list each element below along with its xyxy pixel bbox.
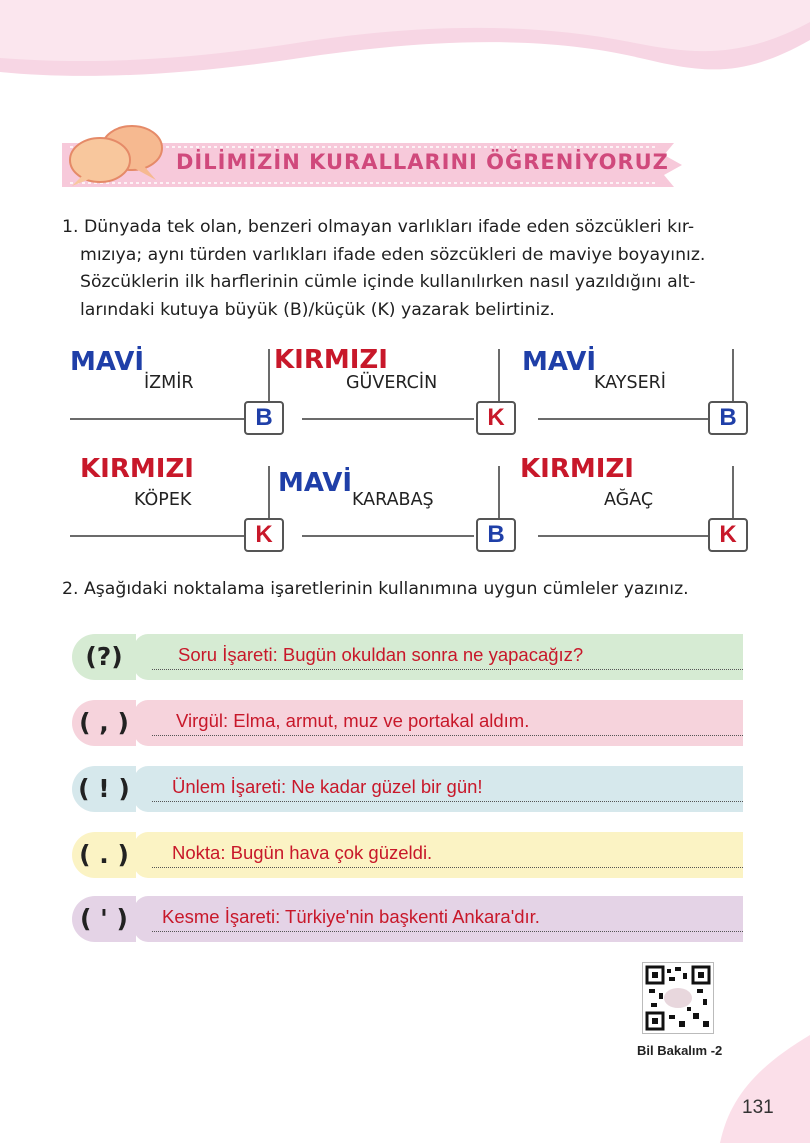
color-label: KIRMIZI bbox=[274, 345, 388, 375]
page-title: DİLİMİZİN KURALLARINI ÖĞRENİYORUZ bbox=[176, 150, 669, 174]
question-2-text: 2. Aşağıdaki noktalama işaretlerinin kullanımına uygun cümleler yazınız. bbox=[62, 579, 689, 599]
cell-line bbox=[70, 535, 244, 537]
cell-line bbox=[302, 535, 474, 537]
answer-text[interactable]: Virgül: Elma, armut, muz ve portakal aldım. bbox=[176, 710, 530, 731]
answer-box[interactable]: B bbox=[244, 401, 284, 435]
color-label: MAVİ bbox=[70, 347, 145, 377]
word-cell bbox=[520, 454, 754, 562]
color-label: MAVİ bbox=[278, 468, 353, 498]
answer-box[interactable]: K bbox=[476, 401, 516, 435]
word-cell bbox=[66, 454, 294, 562]
color-label: KIRMIZI bbox=[80, 454, 194, 484]
answer-text[interactable]: Ünlem İşareti: Ne kadar güzel bir gün! bbox=[172, 776, 483, 797]
question-1-line: 1. Dünyada tek olan, benzeri olmayan varlıkları ifade eden sözcükleri kır- bbox=[62, 217, 695, 237]
answer-box[interactable]: B bbox=[708, 401, 748, 435]
answer-box[interactable]: K bbox=[244, 518, 284, 552]
answer-text[interactable]: Soru İşareti: Bugün okuldan sonra ne yapacağız? bbox=[178, 644, 584, 665]
answer-text[interactable]: Kesme İşareti: Türkiye'nin başkenti Ankara'dır. bbox=[162, 906, 540, 927]
question-1-line: larındaki kutuya büyük (B)/küçük (K) yazarak belirtiniz. bbox=[80, 299, 555, 320]
color-label: KIRMIZI bbox=[520, 454, 634, 484]
punctuation-row bbox=[72, 832, 743, 878]
word-cell bbox=[66, 345, 294, 445]
speech-bubbles-icon bbox=[64, 122, 164, 188]
dotted-line bbox=[152, 801, 743, 802]
page-number: 131 bbox=[742, 1097, 774, 1118]
answer-box[interactable]: B bbox=[476, 518, 516, 552]
word-cell bbox=[522, 345, 754, 445]
answer-text[interactable]: Nokta: Bugün hava çok güzeldi. bbox=[172, 842, 433, 863]
answer-box[interactable]: K bbox=[708, 518, 748, 552]
cell-line bbox=[538, 535, 708, 537]
punctuation-mark: ( . ) bbox=[72, 832, 136, 878]
qr-code-icon[interactable] bbox=[642, 962, 714, 1034]
punctuation-row bbox=[72, 700, 743, 746]
cell-line bbox=[538, 418, 708, 420]
word-cell bbox=[278, 462, 524, 562]
question-1-line: mızıya; aynı türden varlıkları ifade eden sözcükleri de maviye boyayınız. bbox=[80, 244, 706, 265]
color-label: MAVİ bbox=[522, 347, 597, 377]
punctuation-mark: ( ' ) bbox=[72, 896, 136, 942]
question-1-text bbox=[62, 214, 762, 324]
punctuation-mark: ( , ) bbox=[72, 700, 136, 746]
header-wave bbox=[0, 0, 810, 90]
punctuation-row bbox=[72, 896, 743, 942]
qr-label: Bil Bakalım -2 bbox=[637, 1043, 723, 1058]
cell-divider bbox=[268, 466, 270, 502]
punctuation-mark: ( ! ) bbox=[72, 766, 136, 812]
word: GÜVERCİN bbox=[346, 373, 438, 393]
word: KARABAŞ bbox=[352, 490, 434, 510]
word: İZMİR bbox=[144, 373, 194, 393]
dotted-line bbox=[152, 931, 743, 932]
word-cell bbox=[274, 345, 524, 445]
punctuation-row bbox=[72, 766, 743, 812]
word: KAYSERİ bbox=[594, 373, 666, 393]
word: KÖPEK bbox=[134, 490, 192, 510]
dotted-line bbox=[152, 867, 743, 868]
dotted-line bbox=[152, 735, 743, 736]
cell-line bbox=[302, 418, 474, 420]
question-1-line: Sözcüklerin ilk harflerinin cümle içinde kullanılırken nasıl yazıldığını alt- bbox=[80, 272, 696, 292]
word: AĞAÇ bbox=[604, 490, 654, 510]
cell-line bbox=[70, 418, 244, 420]
punctuation-mark: (?) bbox=[72, 634, 136, 680]
cell-divider bbox=[268, 349, 270, 385]
dotted-line bbox=[152, 669, 743, 670]
punctuation-row bbox=[72, 634, 743, 680]
